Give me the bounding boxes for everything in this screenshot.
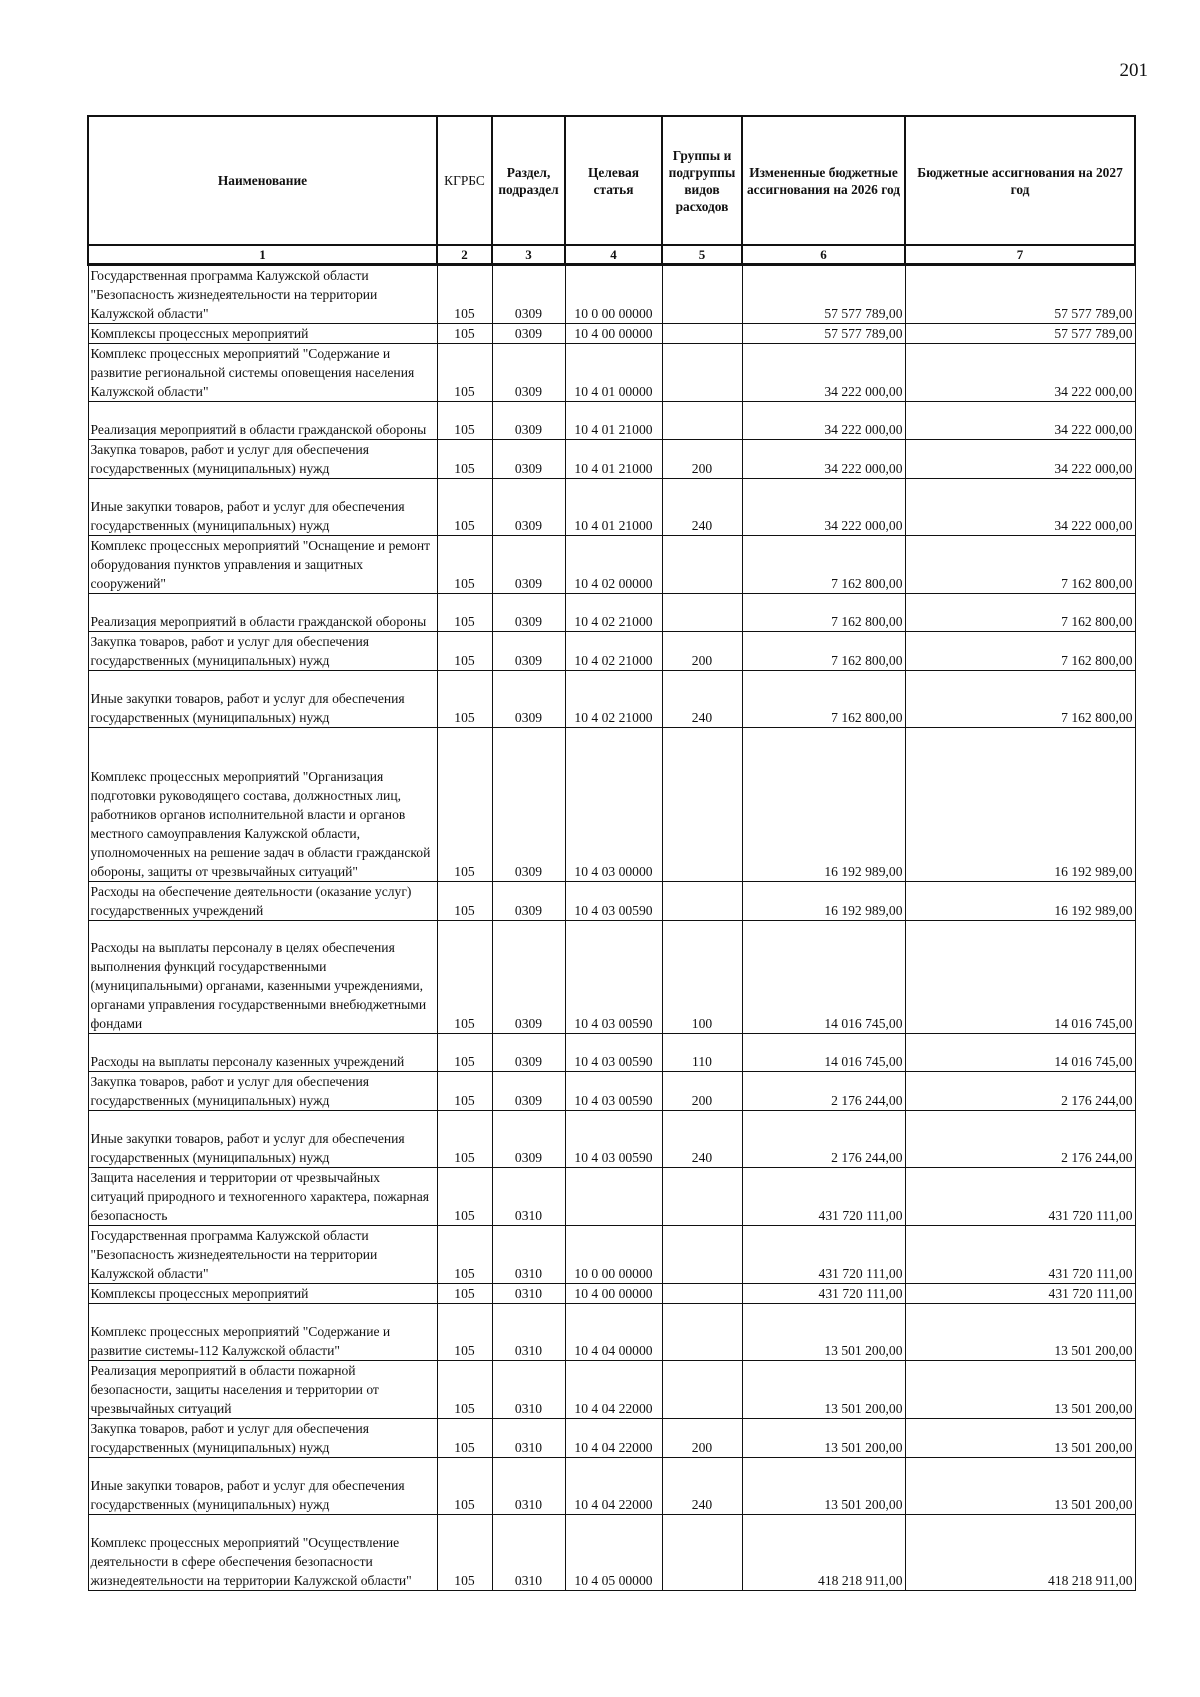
cell-y2027: 2 176 244,00 [905, 1111, 1135, 1168]
cell-section: 0310 [492, 1226, 565, 1284]
cell-target: 10 4 04 22000 [565, 1458, 662, 1515]
header-groups: Группы и подгруппы видов расходов [662, 116, 742, 245]
cell-y2026: 431 720 111,00 [742, 1168, 905, 1226]
column-number: 2 [437, 245, 492, 265]
cell-kgrbs: 105 [437, 1515, 492, 1591]
cell-y2026: 13 501 200,00 [742, 1361, 905, 1419]
page-number: 201 [1119, 60, 1148, 81]
cell-target: 10 0 00 00000 [565, 265, 662, 324]
cell-kgrbs: 105 [437, 1111, 492, 1168]
cell-kgrbs: 105 [437, 921, 492, 1034]
cell-y2027: 34 222 000,00 [905, 402, 1135, 440]
table-row [88, 1168, 1135, 1226]
cell-group: 200 [662, 1072, 742, 1111]
table-row [88, 1226, 1135, 1284]
cell-y2027: 14 016 745,00 [905, 921, 1135, 1034]
cell-y2026: 13 501 200,00 [742, 1419, 905, 1458]
cell-name: Комплексы процессных мероприятий [88, 1284, 437, 1304]
cell-group [662, 1304, 742, 1361]
header-2026: Измененные бюджетные ассигнования на 2026 год [742, 116, 905, 245]
cell-target: 10 4 03 00590 [565, 882, 662, 921]
table-row [88, 265, 1135, 324]
cell-kgrbs: 105 [437, 1419, 492, 1458]
cell-y2027: 13 501 200,00 [905, 1458, 1135, 1515]
cell-section: 0310 [492, 1419, 565, 1458]
cell-y2027: 7 162 800,00 [905, 536, 1135, 594]
cell-section: 0309 [492, 1034, 565, 1072]
cell-y2026: 34 222 000,00 [742, 344, 905, 402]
cell-target: 10 4 00 00000 [565, 324, 662, 344]
cell-target: 10 4 01 21000 [565, 402, 662, 440]
table-row [88, 594, 1135, 632]
cell-y2027: 34 222 000,00 [905, 440, 1135, 479]
cell-group [662, 1515, 742, 1591]
cell-name: Комплекс процессных мероприятий "Осуществление деятельности в сфере обеспечения безопасности жизнедеятельности на территории Калужской области" [88, 1515, 437, 1591]
cell-group: 200 [662, 632, 742, 671]
cell-target: 10 4 01 00000 [565, 344, 662, 402]
cell-group [662, 1361, 742, 1419]
cell-target: 10 4 03 00590 [565, 1034, 662, 1072]
cell-kgrbs: 105 [437, 536, 492, 594]
header-name: Наименование [88, 116, 437, 245]
cell-y2027: 34 222 000,00 [905, 344, 1135, 402]
cell-kgrbs: 105 [437, 1168, 492, 1226]
cell-y2026: 34 222 000,00 [742, 479, 905, 536]
cell-section: 0309 [492, 265, 565, 324]
cell-group [662, 402, 742, 440]
cell-y2027: 7 162 800,00 [905, 594, 1135, 632]
cell-name: Государственная программа Калужской области "Безопасность жизнедеятельности на территории Калужской области" [88, 1226, 437, 1284]
cell-name: Иные закупки товаров, работ и услуг для обеспечения государственных (муниципальных) нужд [88, 479, 437, 536]
column-number: 6 [742, 245, 905, 265]
cell-y2027: 34 222 000,00 [905, 479, 1135, 536]
cell-y2027: 16 192 989,00 [905, 882, 1135, 921]
cell-y2027: 418 218 911,00 [905, 1515, 1135, 1591]
cell-kgrbs: 105 [437, 344, 492, 402]
cell-section: 0310 [492, 1515, 565, 1591]
cell-target: 10 4 02 21000 [565, 671, 662, 728]
cell-kgrbs: 105 [437, 1072, 492, 1111]
cell-section: 0309 [492, 324, 565, 344]
table-row [88, 1304, 1135, 1361]
cell-group [662, 882, 742, 921]
cell-kgrbs: 105 [437, 1284, 492, 1304]
cell-name: Комплекс процессных мероприятий "Содержание и развитие региональной системы оповещения населения Калужской области" [88, 344, 437, 402]
cell-target: 10 4 03 00590 [565, 921, 662, 1034]
cell-section: 0310 [492, 1304, 565, 1361]
cell-group [662, 728, 742, 882]
cell-name: Реализация мероприятий в области гражданской обороны [88, 594, 437, 632]
cell-y2027: 431 720 111,00 [905, 1226, 1135, 1284]
cell-y2027: 57 577 789,00 [905, 265, 1135, 324]
table-row [88, 882, 1135, 921]
cell-section: 0309 [492, 671, 565, 728]
cell-group [662, 1168, 742, 1226]
cell-section: 0310 [492, 1458, 565, 1515]
cell-target: 10 4 04 22000 [565, 1419, 662, 1458]
cell-y2027: 57 577 789,00 [905, 324, 1135, 344]
cell-target: 10 4 03 00000 [565, 728, 662, 882]
cell-kgrbs: 105 [437, 402, 492, 440]
cell-group [662, 344, 742, 402]
cell-name: Расходы на обеспечение деятельности (оказание услуг) государственных учреждений [88, 882, 437, 921]
header-2027: Бюджетные ассигнования на 2027 год [905, 116, 1135, 245]
cell-y2027: 2 176 244,00 [905, 1072, 1135, 1111]
cell-target: 10 0 00 00000 [565, 1226, 662, 1284]
cell-target: 10 4 04 00000 [565, 1304, 662, 1361]
cell-y2026: 13 501 200,00 [742, 1304, 905, 1361]
table-row [88, 1515, 1135, 1591]
cell-name: Комплексы процессных мероприятий [88, 324, 437, 344]
cell-y2026: 418 218 911,00 [742, 1515, 905, 1591]
cell-target [565, 1168, 662, 1226]
cell-y2026: 7 162 800,00 [742, 632, 905, 671]
table-row [88, 1072, 1135, 1111]
cell-section: 0309 [492, 402, 565, 440]
cell-target: 10 4 01 21000 [565, 479, 662, 536]
cell-kgrbs: 105 [437, 440, 492, 479]
cell-name: Реализация мероприятий в области пожарной безопасности, защиты населения и территории от чрезвычайных ситуаций [88, 1361, 437, 1419]
table-row [88, 344, 1135, 402]
cell-y2026: 57 577 789,00 [742, 265, 905, 324]
cell-name: Иные закупки товаров, работ и услуг для обеспечения государственных (муниципальных) нужд [88, 671, 437, 728]
table-row [88, 728, 1135, 882]
cell-name: Комплекс процессных мероприятий "Содержание и развитие системы-112 Калужской области" [88, 1304, 437, 1361]
cell-y2026: 14 016 745,00 [742, 921, 905, 1034]
table-row [88, 479, 1135, 536]
cell-name: Защита населения и территории от чрезвычайных ситуаций природного и техногенного характера, пожарная безопасность [88, 1168, 437, 1226]
cell-name: Комплекс процессных мероприятий "Организация подготовки руководящего состава, должностных лиц, работников органов исполнительной власти и органов местного самоуправления Калужской области, уполномоченных на решение задач в области гражданской обороны, защиты от чрезвычайных ситуаций" [88, 728, 437, 882]
cell-group: 240 [662, 1111, 742, 1168]
cell-group: 100 [662, 921, 742, 1034]
cell-y2026: 431 720 111,00 [742, 1284, 905, 1304]
cell-group: 200 [662, 440, 742, 479]
cell-target: 10 4 03 00590 [565, 1111, 662, 1168]
cell-y2026: 57 577 789,00 [742, 324, 905, 344]
cell-y2027: 431 720 111,00 [905, 1168, 1135, 1226]
cell-kgrbs: 105 [437, 1034, 492, 1072]
cell-y2026: 34 222 000,00 [742, 402, 905, 440]
cell-section: 0309 [492, 882, 565, 921]
cell-target: 10 4 00 00000 [565, 1284, 662, 1304]
table-row [88, 402, 1135, 440]
header-section: Раздел, подраздел [492, 116, 565, 245]
cell-section: 0309 [492, 728, 565, 882]
cell-target: 10 4 02 21000 [565, 632, 662, 671]
header-target: Целевая статья [565, 116, 662, 245]
header-row [88, 116, 1135, 245]
column-number: 3 [492, 245, 565, 265]
cell-group: 200 [662, 1419, 742, 1458]
cell-y2027: 13 501 200,00 [905, 1361, 1135, 1419]
column-number: 1 [88, 245, 437, 265]
table-row [88, 1284, 1135, 1304]
cell-y2026: 2 176 244,00 [742, 1111, 905, 1168]
cell-name: Комплекс процессных мероприятий "Оснащение и ремонт оборудования пунктов управления и защитных сооружений" [88, 536, 437, 594]
cell-group [662, 265, 742, 324]
cell-y2026: 14 016 745,00 [742, 1034, 905, 1072]
cell-target: 10 4 02 00000 [565, 536, 662, 594]
cell-section: 0309 [492, 921, 565, 1034]
cell-section: 0309 [492, 1072, 565, 1111]
cell-target: 10 4 05 00000 [565, 1515, 662, 1591]
cell-target: 10 4 02 21000 [565, 594, 662, 632]
budget-table [87, 115, 1136, 1591]
table-row [88, 1419, 1135, 1458]
cell-kgrbs: 105 [437, 1304, 492, 1361]
cell-kgrbs: 105 [437, 1458, 492, 1515]
table-row [88, 921, 1135, 1034]
cell-target: 10 4 03 00590 [565, 1072, 662, 1111]
cell-group [662, 594, 742, 632]
cell-name: Расходы на выплаты персоналу казенных учреждений [88, 1034, 437, 1072]
table-row [88, 440, 1135, 479]
column-number: 5 [662, 245, 742, 265]
cell-group [662, 1284, 742, 1304]
cell-y2026: 34 222 000,00 [742, 440, 905, 479]
cell-section: 0309 [492, 632, 565, 671]
cell-y2026: 7 162 800,00 [742, 671, 905, 728]
cell-kgrbs: 105 [437, 632, 492, 671]
column-number: 7 [905, 245, 1135, 265]
cell-group: 240 [662, 479, 742, 536]
cell-name: Закупка товаров, работ и услуг для обеспечения государственных (муниципальных) нужд [88, 1072, 437, 1111]
cell-group [662, 536, 742, 594]
table-row [88, 1034, 1135, 1072]
cell-group: 240 [662, 671, 742, 728]
cell-y2027: 13 501 200,00 [905, 1419, 1135, 1458]
cell-section: 0309 [492, 594, 565, 632]
cell-kgrbs: 105 [437, 324, 492, 344]
cell-group: 110 [662, 1034, 742, 1072]
table-row [88, 324, 1135, 344]
cell-name: Закупка товаров, работ и услуг для обеспечения государственных (муниципальных) нужд [88, 440, 437, 479]
cell-kgrbs: 105 [437, 728, 492, 882]
header-kgrbs: КГРБС [437, 116, 492, 245]
cell-y2026: 7 162 800,00 [742, 536, 905, 594]
cell-name: Иные закупки товаров, работ и услуг для обеспечения государственных (муниципальных) нужд [88, 1111, 437, 1168]
cell-y2026: 2 176 244,00 [742, 1072, 905, 1111]
cell-kgrbs: 105 [437, 1226, 492, 1284]
cell-kgrbs: 105 [437, 671, 492, 728]
table-row [88, 536, 1135, 594]
cell-target: 10 4 04 22000 [565, 1361, 662, 1419]
cell-target: 10 4 01 21000 [565, 440, 662, 479]
cell-y2026: 7 162 800,00 [742, 594, 905, 632]
column-number-row [88, 245, 1135, 265]
cell-name: Государственная программа Калужской области "Безопасность жизнедеятельности на территории Калужской области" [88, 265, 437, 324]
cell-name: Закупка товаров, работ и услуг для обеспечения государственных (муниципальных) нужд [88, 1419, 437, 1458]
cell-kgrbs: 105 [437, 882, 492, 921]
cell-section: 0309 [492, 1111, 565, 1168]
cell-section: 0309 [492, 479, 565, 536]
cell-name: Реализация мероприятий в области гражданской обороны [88, 402, 437, 440]
table-row [88, 1111, 1135, 1168]
cell-name: Закупка товаров, работ и услуг для обеспечения государственных (муниципальных) нужд [88, 632, 437, 671]
cell-kgrbs: 105 [437, 265, 492, 324]
cell-y2027: 7 162 800,00 [905, 632, 1135, 671]
cell-y2026: 431 720 111,00 [742, 1226, 905, 1284]
cell-kgrbs: 105 [437, 479, 492, 536]
table-row [88, 671, 1135, 728]
table-row [88, 632, 1135, 671]
cell-section: 0309 [492, 536, 565, 594]
cell-y2026: 16 192 989,00 [742, 728, 905, 882]
cell-group [662, 324, 742, 344]
cell-name: Иные закупки товаров, работ и услуг для обеспечения государственных (муниципальных) нужд [88, 1458, 437, 1515]
cell-y2026: 16 192 989,00 [742, 882, 905, 921]
cell-section: 0310 [492, 1168, 565, 1226]
cell-group [662, 1226, 742, 1284]
cell-y2027: 14 016 745,00 [905, 1034, 1135, 1072]
column-number: 4 [565, 245, 662, 265]
cell-y2027: 16 192 989,00 [905, 728, 1135, 882]
cell-kgrbs: 105 [437, 594, 492, 632]
cell-y2027: 7 162 800,00 [905, 671, 1135, 728]
table-row [88, 1458, 1135, 1515]
cell-section: 0310 [492, 1361, 565, 1419]
cell-y2027: 13 501 200,00 [905, 1304, 1135, 1361]
cell-group: 240 [662, 1458, 742, 1515]
cell-kgrbs: 105 [437, 1361, 492, 1419]
table-row [88, 1361, 1135, 1419]
cell-name: Расходы на выплаты персоналу в целях обеспечения выполнения функций государственными (муниципальными) органами, казенными учреждениями, органами управления государственными внебюджетными фондами [88, 921, 437, 1034]
cell-y2027: 431 720 111,00 [905, 1284, 1135, 1304]
cell-section: 0309 [492, 440, 565, 479]
cell-section: 0310 [492, 1284, 565, 1304]
cell-section: 0309 [492, 344, 565, 402]
cell-y2026: 13 501 200,00 [742, 1458, 905, 1515]
